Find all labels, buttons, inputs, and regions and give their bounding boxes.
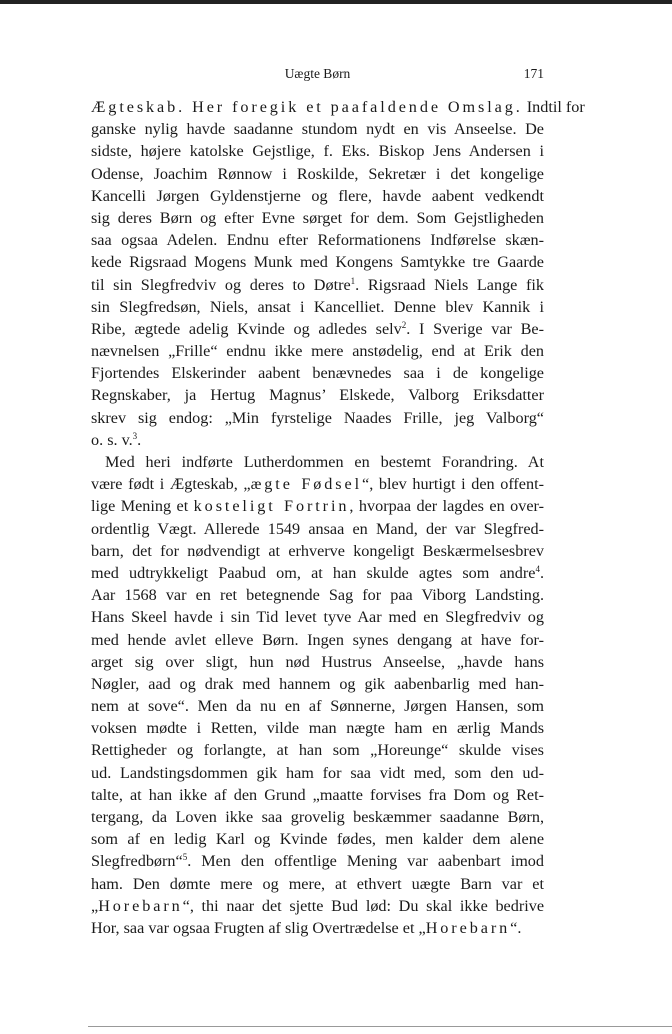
text-run: . Men den offentlige Mening var aabenbart imod [187,852,544,871]
text-line [91,163,544,185]
text-line [91,806,544,828]
text-run: „ [91,896,99,915]
text-run: Hor, saa var ogsaa Frugten af slig Overtrædelse et „ [91,918,426,937]
text-run: Rettigheder og forlangte, at han som „Horeunge“ skulde vises [91,741,544,760]
text-line [91,251,544,273]
text-line [91,717,544,739]
text-run: “, thi naar det sjette Bud lød: Du skal ikke bedrive [182,896,544,915]
text-run: skrev sig endog: „Min fyrstelige Naades Frille, jeg Valborg“ [91,408,544,427]
text-run: ordentlig Vægt. Allerede 1549 ansaa en Mand, der var Slegfred- [91,519,544,538]
text-line [91,384,544,406]
text-run: sig deres Børn og efter Evne sørget for dem. Som Gejstligheden [91,208,544,227]
text-run: Med heri indførte Lutherdommen en bestemt Forandring. At [105,453,544,471]
text-line [91,629,544,651]
footnote-marker: 5 [182,852,188,863]
text-run: . I Sverige var Be- [406,319,544,338]
text-line [91,917,544,939]
footnote-marker: 3 [132,430,138,441]
text-line [91,229,544,251]
text-run: talte, at han ikke af den Grund „maatte forvises fra Dom og Ret- [91,785,544,804]
text-run: ud. Landstingsdommen gik ham for saa vidt med, som den ud- [91,763,544,782]
text-line [91,873,544,895]
text-run: Slegfredbørn“ [91,852,183,871]
spaced-emphasis: Ægteskab. Her foregik et paafaldende Omslag. [91,98,523,116]
spaced-emphasis: ægte Fødsel [250,475,363,494]
text-line [91,540,544,562]
running-title: Uægte Børn [284,66,351,81]
text-line [91,518,544,540]
text-run: Nøgler, aad og drak med hannem og gik aabenbarlig med han- [91,674,544,693]
text-run: til sin Slegfredviv og deres to Døtre [91,275,351,294]
text-line [91,762,544,784]
body-text [91,96,585,939]
paragraph [91,96,585,451]
text-line [91,739,544,761]
text-line [91,207,544,229]
text-run: ham. Den dømte mere og mere, at ethvert uægte Barn var et [91,874,544,893]
page-number: 171 [523,66,544,81]
text-line [91,274,544,296]
footnote-marker: 4 [535,563,540,574]
text-line [91,850,544,872]
text-run: barn, det for nødvendigt at erhverve kongeligt Beskærmelsesbrev [91,541,544,560]
text-run: o. s. v. [91,430,133,449]
text-run: Odense, Joachim Rønnow i Roskilde, Sekretær i det kongelige [91,164,544,183]
text-run: kede Rigsraad Mogens Munk med Kongens Samtykke tre Gaarde [91,253,544,272]
text-run: med hende avlet elleve Børn. Ingen synes dengang at have for- [91,630,544,649]
text-run: Fjortendes Elskerinder aabent benævnedes saa i de kongelige [91,364,544,383]
text-line [91,695,544,717]
text-line [91,185,544,207]
text-run: . [137,430,142,449]
text-run: ganske nylig havde saadanne stundom nydt en vis Anseelse. De [91,120,544,139]
text-run: sin Slegfredsøn, Niels, ansat i Kancelliet. Denne blev Kannik i [91,297,544,316]
text-line [91,673,544,695]
text-line [91,473,544,495]
text-run: voksen mødte i Retten, vilde man nægte ham en ærlig Mands [91,719,544,738]
text-line [91,140,544,162]
text-run: sidste, højere katolske Gejstlige, f. Eks. Biskop Jens Andersen i [91,142,544,161]
text-line [91,118,544,140]
text-run: som af en ledig Karl og Kvinde fødes, men kalder dem alene [91,830,544,849]
text-run: Indtil for [522,98,585,116]
text-line [91,362,544,384]
page-bottom-edge [88,1026,672,1027]
running-header [91,66,544,86]
text-run: være født i Ægteskab, „ [91,475,251,494]
text-line [91,451,544,473]
text-line [91,606,544,628]
text-line [91,340,544,362]
text-line [91,895,544,917]
text-run: saa ogsaa Adelen. Endnu efter Reformationens Indførelse skæn- [91,231,544,250]
text-line [91,584,544,606]
text-line [91,651,544,673]
text-line [91,318,544,340]
text-run: , hvorpaa der lagdes en over- [349,497,544,516]
text-run: Regnskaber, ja Hertug Magnus’ Elskede, Valborg Eriksdatter [91,386,544,405]
text-run: arget sig over sligt, hun nød Hustrus Anseelse, „havde hans [91,652,544,671]
text-run: nævnelsen „Frille“ endnu ikke mere anstødelig, end at Erik den [91,342,544,361]
text-run: Kancelli Jørgen Gyldenstjerne og flere, havde aabent vedkendt [91,186,544,205]
text-line [91,495,544,517]
text-line [91,296,544,318]
text-run: “. [510,918,522,937]
text-line [91,429,544,451]
text-run: tergang, da Loven ikke saa grovelig beskæmmer saadanne Børn, [91,808,544,826]
text-run: nem at sove“. Men da nu en af Sønnerne, Jørgen Hansen, som [91,697,544,716]
text-run: “, blev hurtigt i den offent- [362,475,544,494]
text-run: Aar 1568 var en ret betegnende Sag for paa Viborg Landsting. [91,586,544,605]
page-top-edge [0,0,672,4]
text-run: . [539,563,544,582]
text-line [91,562,544,584]
text-run: . Rigsraad Niels Lange fik [355,275,544,294]
text-run: Hans Skeel havde i sin Tid levet tyve Aar med en Slegfredviv og [91,608,544,627]
paragraph [91,451,544,939]
spaced-emphasis: kosteligt Fortrin [193,497,350,516]
text-line [91,828,544,850]
text-run: Ribe, ægtede adelig Kvinde og adledes selv [91,319,402,338]
text-line [91,784,544,806]
text-line [91,96,585,118]
text-run: med udtrykkeligt Paabud om, at han skulde agtes som andre [91,563,536,582]
text-line [91,407,544,429]
text-run: lige Mening et [91,497,194,516]
spaced-emphasis: Horebarn [98,896,183,915]
spaced-emphasis: Horebarn [425,918,511,937]
footnote-marker: 1 [350,275,356,286]
footnote-marker: 2 [401,319,407,330]
